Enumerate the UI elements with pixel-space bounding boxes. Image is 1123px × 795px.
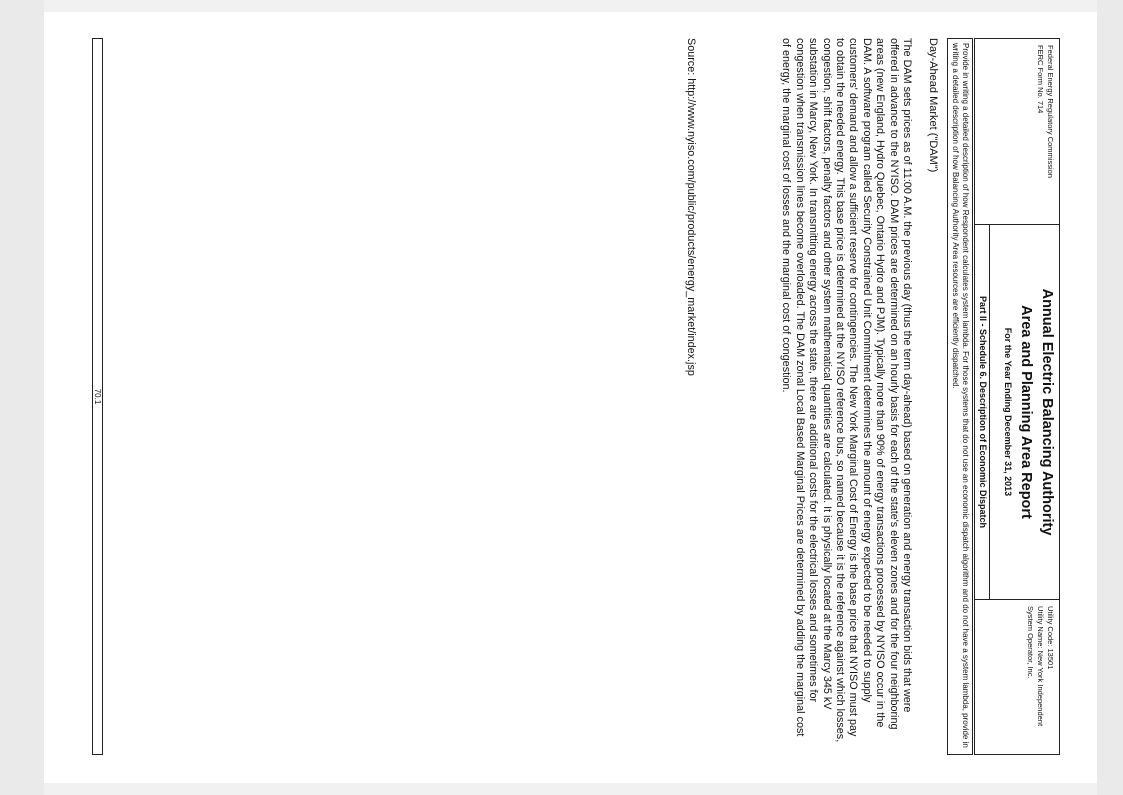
header-utility-cell [975, 599, 1059, 754]
agency-name: Federal Energy Regulatory Commission [1046, 45, 1055, 178]
utility-name: Utility Name: New York Independent System Operator, Inc. [1026, 606, 1045, 727]
schedule-title: Part II - Schedule 6. Description of Economic Dispatch [975, 225, 990, 599]
report-title-line-2: Area and Planning Area Report [1018, 305, 1034, 519]
report-header [974, 38, 1060, 755]
report-year: For the Year Ending December 31, 2013 [1003, 327, 1013, 497]
body-paragraph: The DAM sets prices as of 11:00 A.M. the previous day (thus the term day-ahead) based on generation and energy transaction bids that were offered in advance to the NYISO. DAM prices are determined on an hourly basis for each of the state's eleven zones and for the four neighboring areas (new England, Hydro Quebec, Ontario Hydro and PJM). Typically more than 90% of energy transactions processed by NYISO occur in the DAM. A software program called Security Constrained Unit Commitment determines the amount of energy expected to be needed to supply customers' demand and allow a sufficient reserve for contingencies. The New York Marginal Cost of Energy is the base price that NYISO must pay to obtain the needed energy. This base price is determined at the NYISO reference bus, so named because it is the reference against which losses, congestion, shift factors, penalty factors and other system mathematical quantities are calculated. It is physically located at the Marcy 345 kV substation in Marcy, New York. In transmitting energy across the state, there are additional costs for the electrical losses and sometimes for congestion when transmission lines become overloaded. The DAM zonal Local Based Marginal Prices are determined by adding the marginal cost of energy, the marginal cost of losses and the marginal cost of congestion. [780, 38, 913, 743]
instructions-box: Provide in writing a detailed description of how Respondent calculates system lambda. For those systems that do not use an economic dispatch algorithm and do not have a system lambda, provide in writing a detailed description of how Balancing Authority Area resources are efficiently dispatched. [947, 38, 973, 755]
header-agency-cell [975, 39, 1059, 225]
document-page [44, 12, 1097, 783]
header-title-cell [975, 225, 1059, 599]
utility-code: Utility Code: 13501 [1046, 606, 1055, 670]
scan-margin-right [1097, 0, 1123, 795]
source-line: Source: http://www.nyiso.com/public/products/energy_market/index.jsp [685, 38, 697, 376]
section-heading: Day-Ahead Market ("DAM") [927, 38, 939, 173]
report-title-line-1: Annual Electric Balancing Authority [1039, 288, 1055, 536]
page-number: 70.1 [93, 388, 102, 405]
page-footer [92, 38, 103, 755]
form-number: FERC Form No. 714 [1036, 45, 1045, 114]
rotated-page-content [44, 12, 1097, 783]
scan-margin-left [0, 0, 44, 795]
